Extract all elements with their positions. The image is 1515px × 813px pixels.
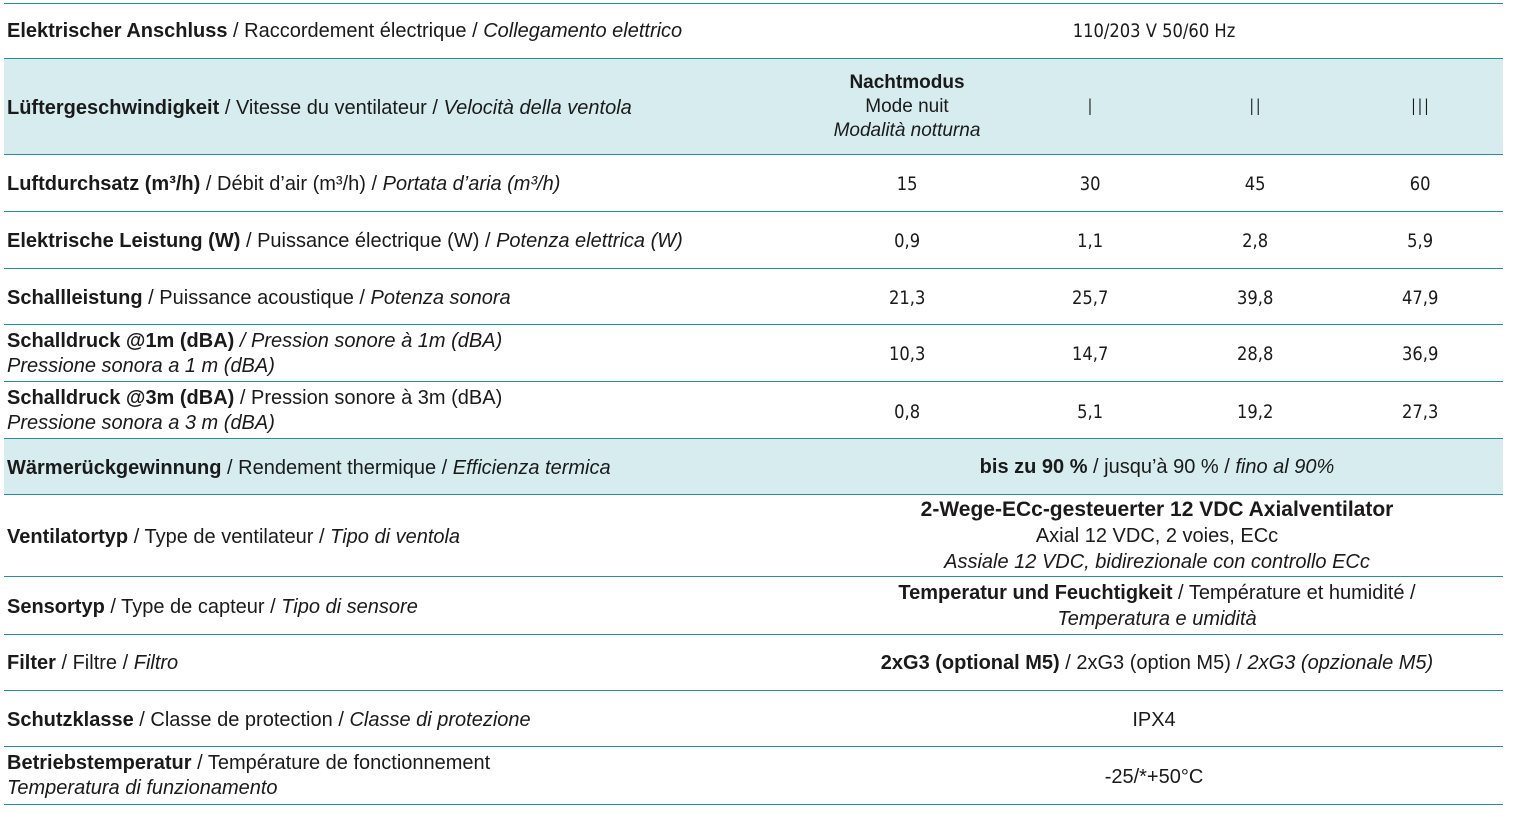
connection-value: 110/203 V 50/60 Hz [1072,20,1236,42]
row-label: Filter / Filtre / Filtro [7,652,179,674]
sound-power-1: 25,7 [1071,287,1109,309]
pressure-3m-1: 5,1 [1077,401,1103,423]
pressure-1m-3: 36,9 [1401,343,1439,365]
heat-recovery-value: bis zu 90 % / jusqu’à 90 % / fino al 90% [979,456,1335,478]
row-operating-temperature [4,747,1503,805]
power-night: 0,9 [894,230,920,252]
power-1: 1,1 [1077,230,1103,252]
sound-power-night: 21,3 [888,287,926,309]
airflow-3: 60 [1409,173,1431,195]
pressure-3m-2: 19,2 [1236,401,1274,423]
row-label: Luftdurchsatz (m³/h) / Débit d’air (m³/h) / Portata d’aria (m³/h) [7,173,561,195]
row-label: Elektrischer Anschluss / Raccordement électrique / Collegamento elettrico [7,20,683,42]
pressure-1m-night: 10,3 [888,343,926,365]
power-2: 2,8 [1242,230,1268,252]
sensor-value: Temperatur und Feuchtigkeit / Température et humidité / Temperatura e umidità [898,582,1416,630]
fan-type-value: 2-Wege-ECc-gesteuerter 12 VDC Axialventilator Axial 12 VDC, 2 voies, ECc Assiale 12 VDC, bidirezionale con controllo ECc [920,498,1394,573]
row-electrical-connection [4,3,1503,59]
row-fan-type [4,495,1503,577]
speed-level-3: III [1410,96,1430,121]
row-electrical-power [4,212,1503,269]
row-label: Lüftergeschwindigkeit / Vitesse du ventilateur / Velocità della ventola [7,97,632,119]
pressure-3m-3: 27,3 [1401,401,1439,423]
row-label: Sensortyp / Type de capteur / Tipo di sensore [7,596,418,618]
operating-temp-value: -25/*+50°C [1104,766,1204,788]
row-label: Schalldruck @3m (dBA) / Pression sonore à 3m (dBA) Pressione sonora a 3 m (dBA) [7,387,503,434]
row-airflow [4,155,1503,212]
row-sound-power [4,269,1503,325]
row-sound-pressure-1m [4,325,1503,382]
pressure-3m-night: 0,8 [894,401,920,423]
airflow-2: 45 [1244,173,1266,195]
row-sensor-type [4,577,1503,635]
pressure-1m-1: 14,7 [1071,343,1109,365]
row-label: Schallleistung / Puissance acoustique / Potenza sonora [7,287,511,309]
row-label: Betriebstemperatur / Température de fonctionnement Temperatura di funzionamento [7,752,491,799]
protection-value: IPX4 [1132,709,1176,731]
row-label: Schalldruck @1m (dBA) / Pression sonore à 1m (dBA) Pressione sonora a 1 m (dBA) [7,330,503,377]
speed-level-1: I [1086,96,1094,121]
sound-power-2: 39,8 [1236,287,1274,309]
power-3: 5,9 [1407,230,1433,252]
row-fan-speed [4,59,1503,155]
sound-power-3: 47,9 [1401,287,1439,309]
row-label: Elektrische Leistung (W) / Puissance électrique (W) / Potenza elettrica (W) [7,230,683,252]
row-heat-recovery [4,439,1503,495]
row-sound-pressure-3m [4,382,1503,439]
pressure-1m-2: 28,8 [1236,343,1274,365]
filter-value: 2xG3 (optional M5) / 2xG3 (option M5) / 2xG3 (opzionale M5) [880,652,1434,674]
row-label: Wärmerückgewinnung / Rendement thermique / Efficienza termica [7,457,611,479]
row-filter [4,635,1503,691]
speed-level-2: II [1248,96,1262,121]
row-label: Ventilatortyp / Type de ventilateur / Tipo di ventola [7,526,461,548]
airflow-1: 30 [1079,173,1101,195]
night-mode-header: Nachtmodus Mode nuit Modalità notturna [833,72,981,141]
airflow-night: 15 [896,173,918,195]
row-protection-class [4,691,1503,747]
row-label: Schutzklasse / Classe de protection / Classe di protezione [7,709,531,731]
